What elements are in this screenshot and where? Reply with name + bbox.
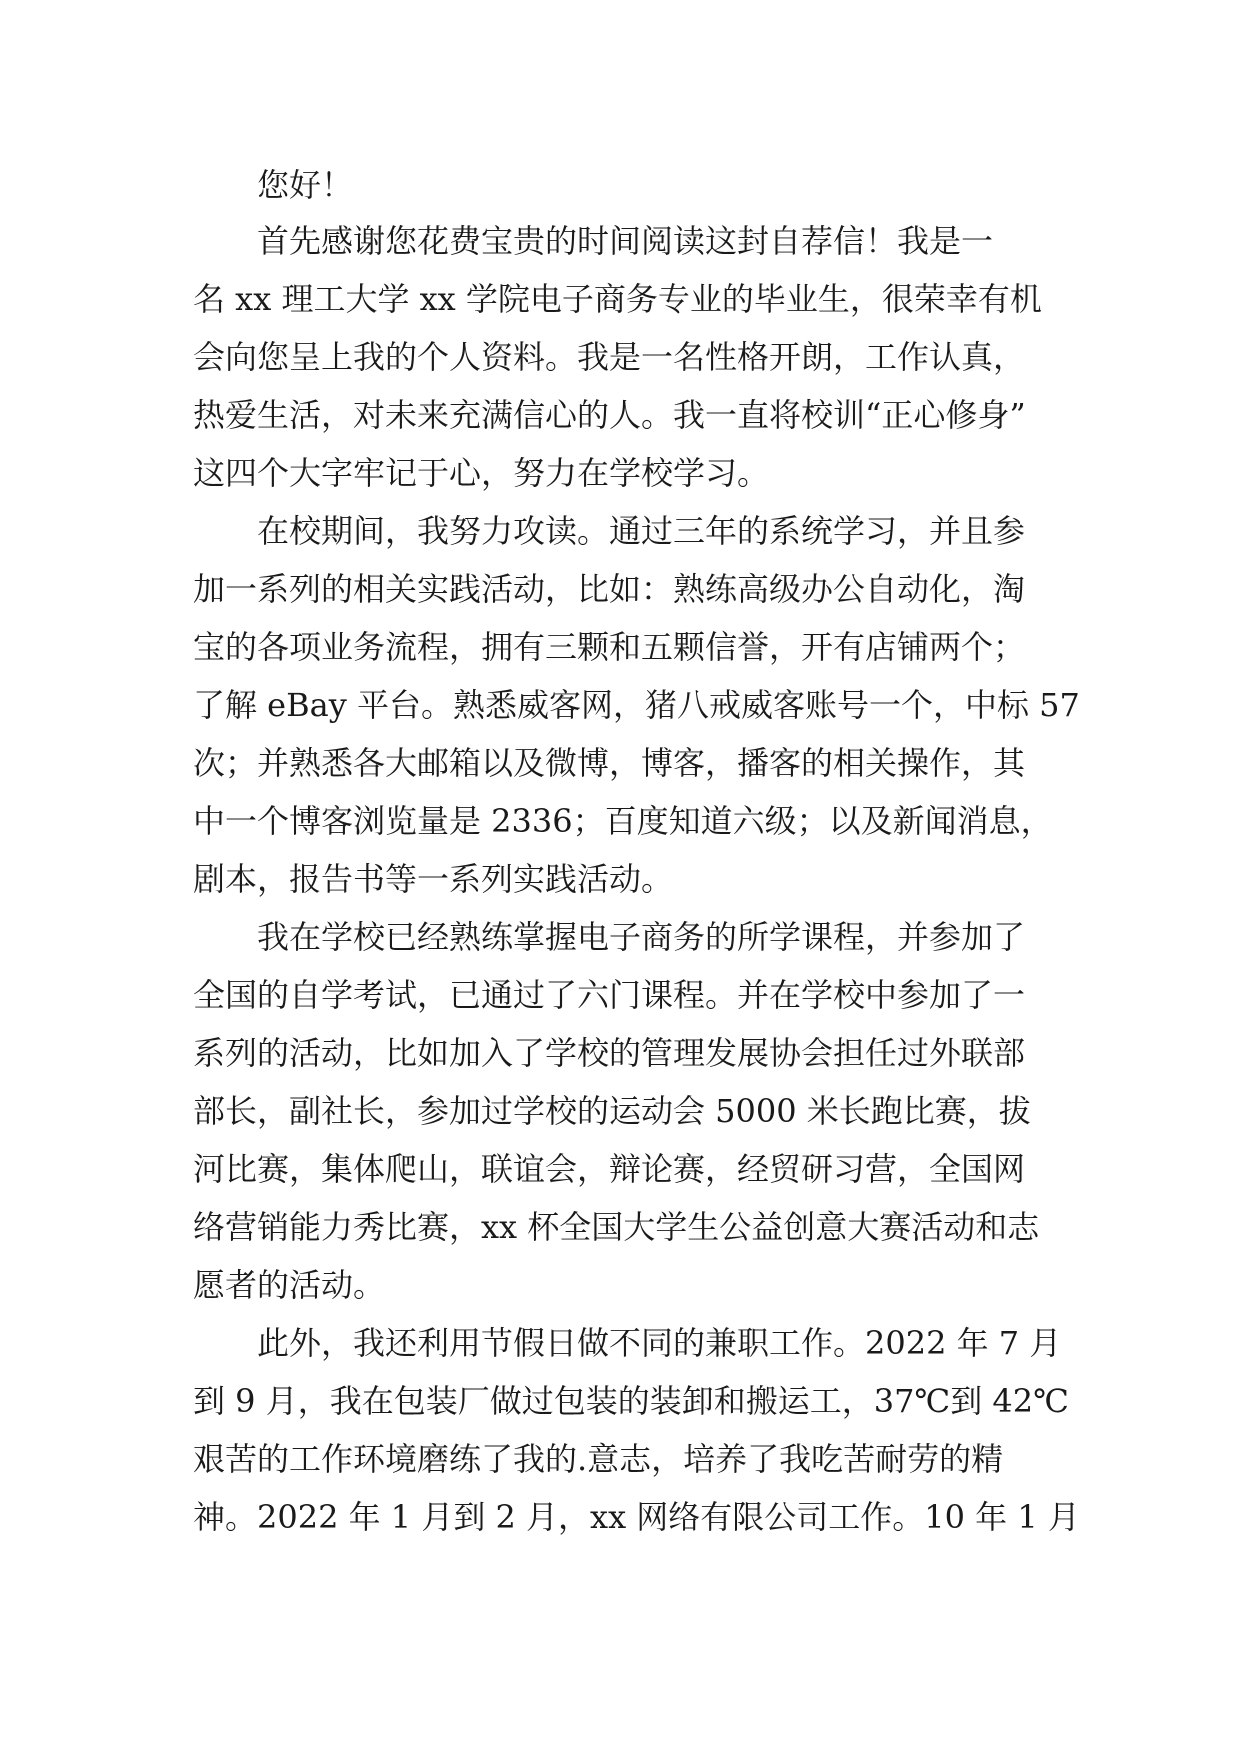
body-line: 会向您呈上我的个人资料。我是一名性格开朗，工作认真， [193, 338, 1026, 376]
body-line: 全国的自学考试，已通过了六门课程。并在学校中参加了一 [193, 976, 1026, 1014]
body-line: 神。2022 年 1 月到 2 月，xx 网络有限公司工作。10 年 1 月 [193, 1498, 1080, 1536]
body-line: 艰苦的工作环境磨练了我的.意志，培养了我吃苦耐劳的精 [193, 1440, 1004, 1478]
body-line: 这四个大字牢记于心，努力在学校学习。 [193, 454, 770, 492]
body-line: 加一系列的相关实践活动，比如：熟练高级办公自动化，淘 [193, 570, 1026, 608]
body-line: 次；并熟悉各大邮箱以及微博，博客，播客的相关操作，其 [193, 744, 1026, 782]
body-line: 系列的活动，比如加入了学校的管理发展协会担任过外联部 [193, 1034, 1026, 1072]
body-line: 在校期间，我努力攻读。通过三年的系统学习，并且参 [257, 512, 1026, 550]
body-line: 热爱生活，对未来充满信心的人。我一直将校训“正心修身” [193, 396, 1026, 434]
body-line: 我在学校已经熟练掌握电子商务的所学课程，并参加了 [257, 918, 1026, 956]
body-line: 首先感谢您花费宝贵的时间阅读这封自荐信！我是一 [257, 222, 994, 260]
body-line: 络营销能力秀比赛，xx 杯全国大学生公益创意大赛活动和志 [193, 1208, 1040, 1246]
body-line: 河比赛，集体爬山，联谊会，辩论赛，经贸研习营，全国网 [193, 1150, 1026, 1188]
body-line: 名 xx 理工大学 xx 学院电子商务专业的毕业生，很荣幸有机 [193, 280, 1042, 318]
body-line: 宝的各项业务流程，拥有三颗和五颗信誉，开有店铺两个； [193, 628, 1026, 666]
body-line: 了解 eBay 平台。熟悉威客网，猪八戒威客账号一个，中标 57 [193, 686, 1080, 724]
body-line: 部长，副社长，参加过学校的运动会 5000 米长跑比赛，拔 [193, 1092, 1031, 1130]
body-line: 中一个博客浏览量是 2336；百度知道六级；以及新闻消息， [193, 802, 1053, 840]
body-line: 此外，我还利用节假日做不同的兼职工作。2022 年 7 月 [257, 1324, 1062, 1362]
body-line: 剧本，报告书等一系列实践活动。 [193, 860, 674, 898]
body-line: 到 9 月，我在包装厂做过包装的装卸和搬运工，37℃到 42℃ [193, 1382, 1069, 1420]
body-line: 愿者的活动。 [193, 1266, 386, 1304]
greeting: 您好！ [257, 166, 354, 204]
